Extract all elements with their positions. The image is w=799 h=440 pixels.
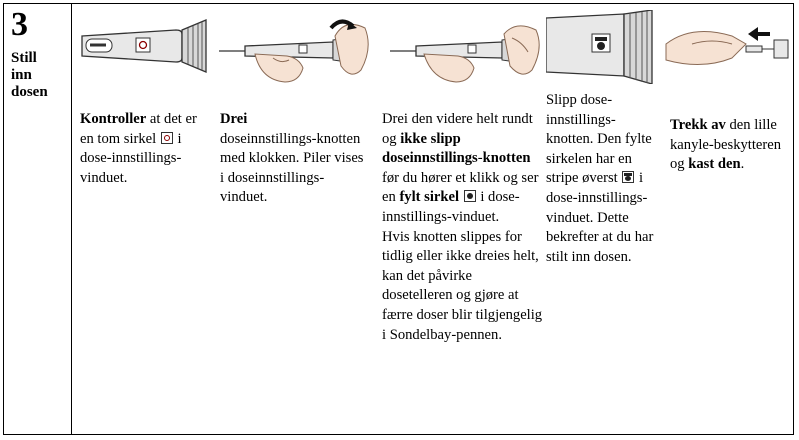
col4-text <box>546 91 660 267</box>
step-title <box>11 50 67 101</box>
striped-circle-window-icon <box>622 171 634 183</box>
col3-text-g: i dose-innstillings-vinduet. <box>382 189 520 225</box>
col3-warning: Hvis knotten slippes for tidlig eller ikke dreies helt, kan det påvirke dosetelleren og gjøre at færre doser blir tilgjengelig i Sondelbay-pennen. <box>382 228 543 343</box>
col5-text <box>670 116 788 175</box>
col1-text <box>80 110 200 188</box>
step-title-line-2: inn <box>11 67 32 83</box>
turn-knob-illustration <box>215 18 375 88</box>
pen-window-striped-illustration <box>546 10 656 84</box>
col5-text-a: den lille kanyle-beskytteren og <box>670 117 782 173</box>
pen-window-empty-illustration <box>80 12 210 80</box>
step-number: 3 <box>11 6 28 43</box>
col3-hyphen: - <box>477 150 483 167</box>
remove-needle-cap-illustration <box>662 14 792 84</box>
col1-lead: Kontroller <box>80 111 147 127</box>
filled-circle-window-icon <box>464 190 476 202</box>
col1-text-b: i dose-innstillings-vinduet. <box>80 130 182 186</box>
col2-text <box>220 110 370 208</box>
col4-text-a: Slipp dose-innstillings-knotten. Den fylte sirkelen har en stripe øverst <box>546 92 652 187</box>
col3-text <box>382 110 546 345</box>
col3-text-e: før du hører et klikk og ser en <box>382 169 539 206</box>
col5-text-b: . <box>740 156 745 173</box>
col4-text-b: i dose-innstillings-vinduet. Dette bekrefter at du har stilt inn dosen. <box>546 170 654 265</box>
empty-circle-window-icon <box>161 132 173 144</box>
step-title-line-3: dosen <box>11 84 48 100</box>
col5-lead-2: kast den <box>688 156 741 173</box>
step-title-line-1: Still <box>11 50 37 66</box>
col2-body: doseinnstillings-knotten med klokken. Piler vises i doseinnstillings-vinduet. <box>220 130 364 206</box>
col3-bold-1: ikke slipp doseinnstillings <box>382 130 478 167</box>
col3-bold-2: knotten <box>482 150 531 167</box>
hold-knob-illustration <box>388 18 548 88</box>
col3-bold-3: fylt sirkel <box>399 189 460 206</box>
column-divider <box>71 3 72 435</box>
col5-lead: Trekk av <box>670 117 726 133</box>
col1-text-a: at det er en tom sirkel <box>80 111 197 147</box>
col3-text-a: Drei den videre helt rundt og <box>382 111 533 147</box>
col2-lead: Drei <box>220 111 248 127</box>
